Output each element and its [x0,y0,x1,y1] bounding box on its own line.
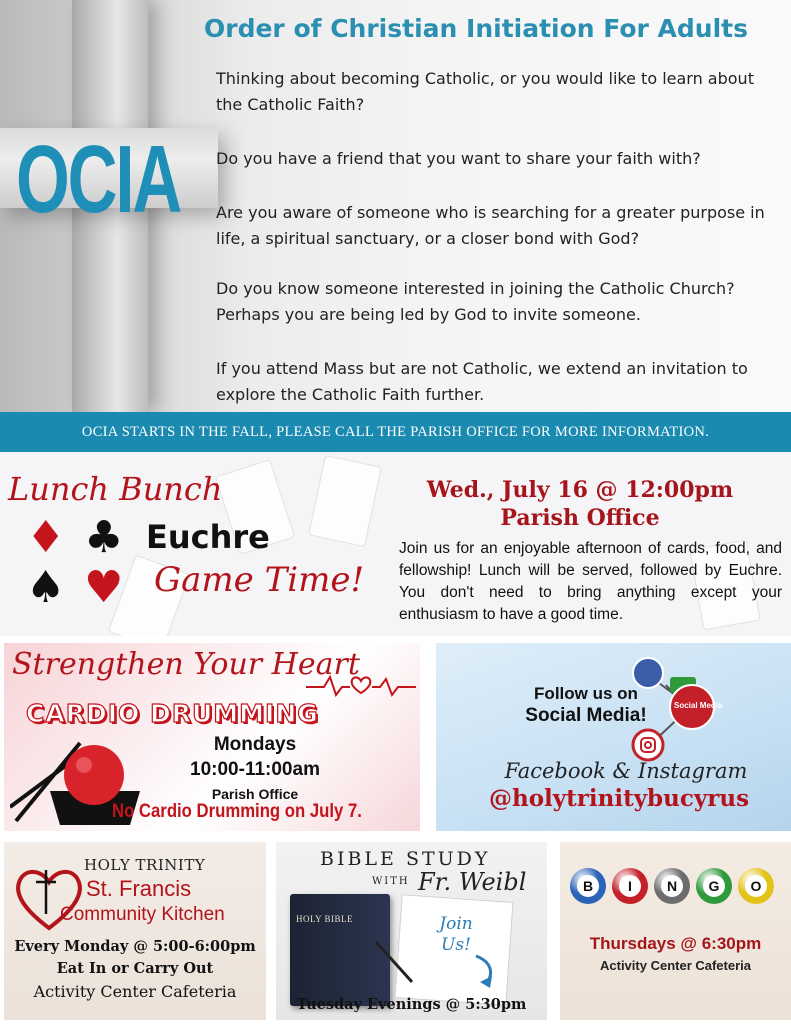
strengthen-heart-title: Strengthen Your Heart [12,647,360,682]
community-kitchen-label: Community Kitchen [60,904,225,925]
social-media-section [436,643,791,831]
bible-book-label: HOLY BIBLE [296,914,354,924]
kitchen-options: Eat In or Carry Out [56,960,214,977]
lunch-bunch-title: Lunch Bunch [8,470,223,508]
euchre-label: Euchre [146,518,270,556]
cardio-cancel-note: No Cardio Drumming on July 7. [112,801,362,822]
kitchen-schedule: Every Monday @ 5:00-6:00pm [14,938,256,955]
bingo-letter: B [577,875,599,897]
ocia-paragraph: If you attend Mass but are not Catholic, we extend an invitation to explore the Catholic Faith further. [216,359,748,404]
ocia-paragraph: Thinking about becoming Catholic, or you would like to learn about the Catholic Faith? [216,69,754,114]
bingo-ball-n [654,868,690,904]
ocia-paragraph: Do you have a friend that you want to share your faith with? [216,149,701,168]
club-icon: ♣ [84,512,124,563]
ocia-info-banner: OCIA STARTS IN THE FALL, PLEASE CALL THE PARISH OFFICE FOR MORE INFORMATION. [0,412,791,452]
bingo-ball-i [612,868,648,904]
ocia-title: Order of Christian Initiation For Adults [203,14,748,43]
spade-icon: ♠ [26,562,66,613]
playing-card-image [308,455,382,547]
cardio-drumming-section [4,643,420,831]
social-media-bubble-label: Social Media [674,701,723,710]
bingo-place: Activity Center Cafeteria [600,958,751,973]
social-handle[interactable]: @holytrinitybucyrus [488,785,750,812]
bible-time: Tuesday Evenings @ 5:30pm [296,996,527,1013]
ocia-paragraph: Do you know someone interested in joining the Catholic Church? Perhaps you are being led by God to invite someone. [216,279,735,324]
cardio-time: 10:00-11:00am [190,759,320,780]
bingo-ball-b [570,868,606,904]
bible-with-label: WITH [372,876,410,887]
social-media-label: Social Media! [525,705,647,726]
bingo-ball-o [738,868,774,904]
bible-study-section [276,842,547,1020]
game-time-label: Game Time! [154,560,365,600]
community-kitchen-section [4,842,266,1020]
cardio-day: Mondays [213,734,297,755]
lunch-bunch-section [0,452,791,636]
bingo-ball-g [696,868,732,904]
heartbeat-icon [306,673,416,699]
platforms-text: Facebook & Instagram [504,759,748,783]
bingo-letter: O [745,875,767,897]
ocia-acronym: OCIA [16,126,181,233]
event-description: Join us for an enjoyable afternoon of cards, food, and fellowship! Lunch will be served, followed by Euchre. You don't need to bring anything except your enthusiasm to have a good time. [399,540,782,623]
event-date-time: Wed., July 16 @ 12:00pm [426,477,734,503]
bible-study-title: BIBLE STUDY [320,848,491,870]
st-francis-label: St. Francis [86,876,192,901]
bible-leader-name: Fr. Weibl [418,868,527,896]
arrow-icon [472,954,502,990]
ocia-section [0,0,791,412]
cardio-place: Parish Office [211,786,299,802]
bingo-section [560,842,791,1020]
diamond-icon: ♦ [26,512,66,563]
bingo-letter: G [703,875,725,897]
cardio-drumming-title: CARDIO DRUMMING [26,699,319,728]
holy-trinity-label: HOLY TRINITY [84,856,206,874]
event-place: Parish Office [500,505,660,531]
pen-icon [372,938,422,988]
ocia-paragraph: Are you aware of someone who is searching for a greater purpose in life, a spiritual sanctuary, or a closer bond with God? [216,203,765,248]
follow-us-label: Follow us on [534,684,638,703]
event-date [380,476,780,532]
heart-icon: ♥ [84,562,124,613]
bingo-letter: I [619,875,641,897]
kitchen-place: Activity Center Cafeteria [33,982,237,1001]
bingo-time: Thursdays @ 6:30pm [589,934,762,953]
bingo-letter: N [661,875,683,897]
social-network-icon [626,655,736,765]
join-us-label: Join Us! [439,914,473,955]
